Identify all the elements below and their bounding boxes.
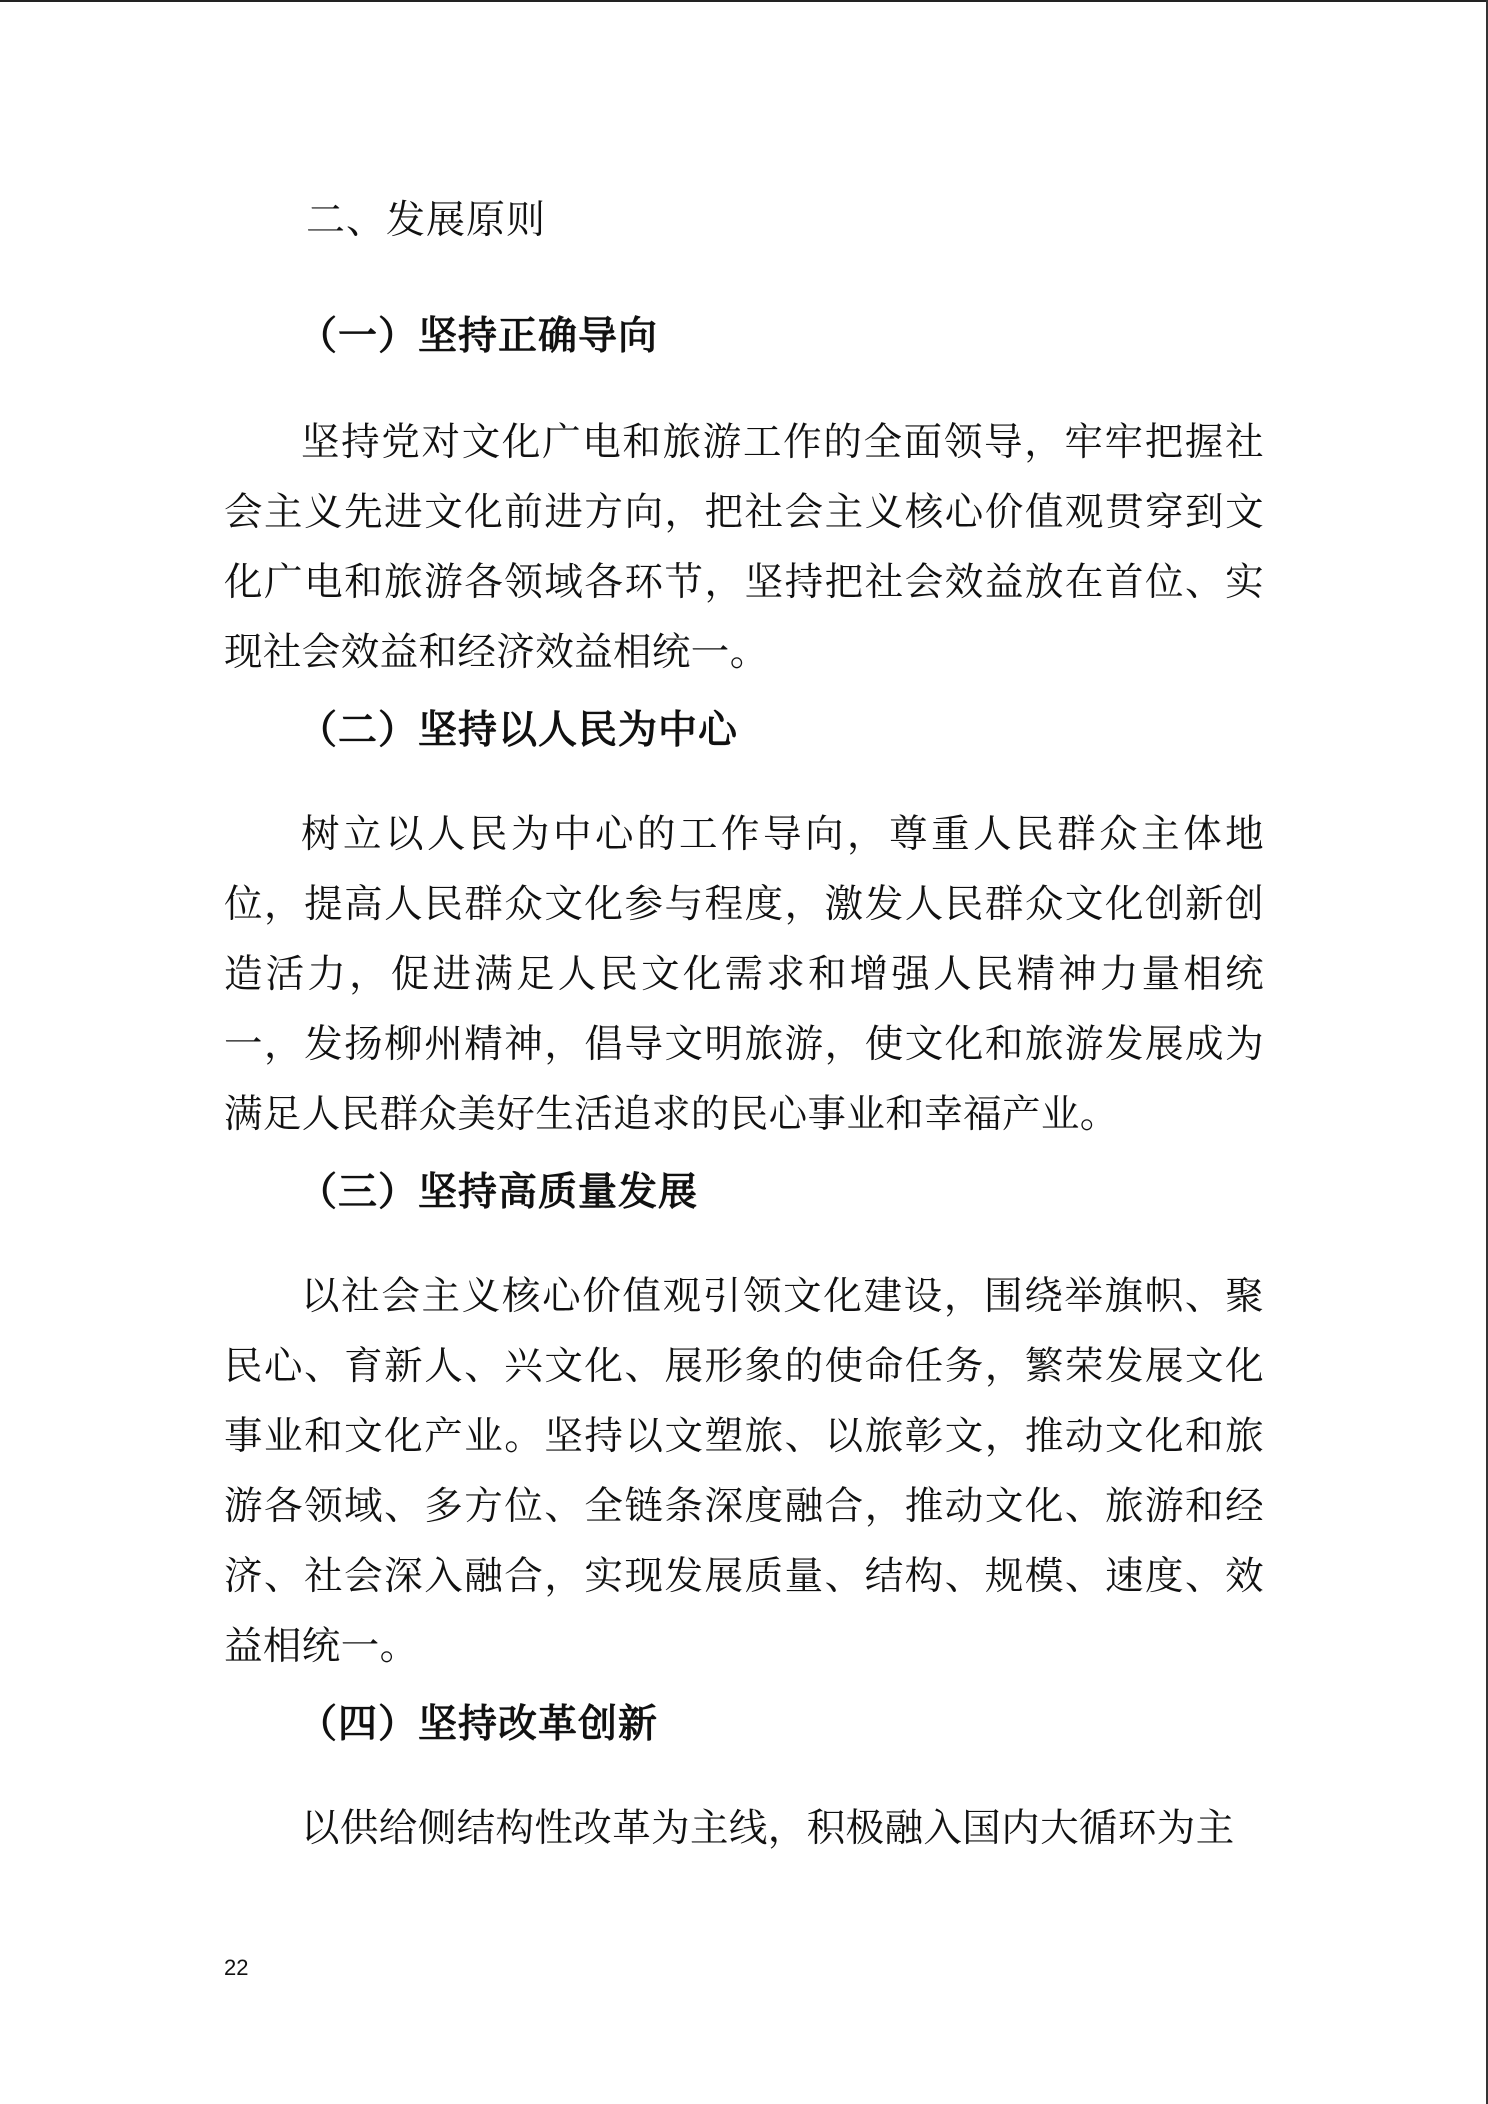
page-number: 22 xyxy=(224,1955,249,1980)
principle-heading-2: （二）坚持以人民为中心 xyxy=(298,708,739,753)
principle-body-3: 以社会主义核心价值观引领文化建设，围绕举旗帜、聚民心、育新人、兴文化、展形象的使命任务，繁荣发展文化事业和文化产业。坚持以文塑旅、以旅彰文，推动文化和旅游各领域、多方位、全链条深度融合，推动文化、旅游和经济、社会深入融合，实现发展质量、结构、规模、速度、效益相统一。 xyxy=(224,1274,1264,1669)
principle-body-1: 坚持党对文化广电和旅游工作的全面领导，牢牢把握社会主义先进文化前进方向，把社会主义核心价值观贯穿到文化广电和旅游各领域各环节，坚持把社会效益放在首位、实现社会效益和经济效益相统一。 xyxy=(224,420,1264,675)
principle-heading-3: （三）坚持高质量发展 xyxy=(298,1170,699,1215)
section-title: 二、发展原则 xyxy=(306,198,547,243)
principle-body-2: 树立以人民为中心的工作导向，尊重人民群众主体地位，提高人民群众文化参与程度，激发人民群众文化创新创造活力，促进满足人民文化需求和增强人民精神力量相统一，发扬柳州精神，倡导文明旅游，使文化和旅游发展成为满足人民群众美好生活追求的民心事业和幸福产业。 xyxy=(224,812,1264,1137)
principle-body-4: 以供给侧结构性改革为主线，积极融入国内大循环为主 xyxy=(301,1806,1235,1851)
principle-heading-1: （一）坚持正确导向 xyxy=(298,314,659,359)
principle-heading-4: （四）坚持改革创新 xyxy=(298,1702,659,1747)
top-border-line xyxy=(0,0,1488,2)
page-content xyxy=(224,190,1264,1864)
